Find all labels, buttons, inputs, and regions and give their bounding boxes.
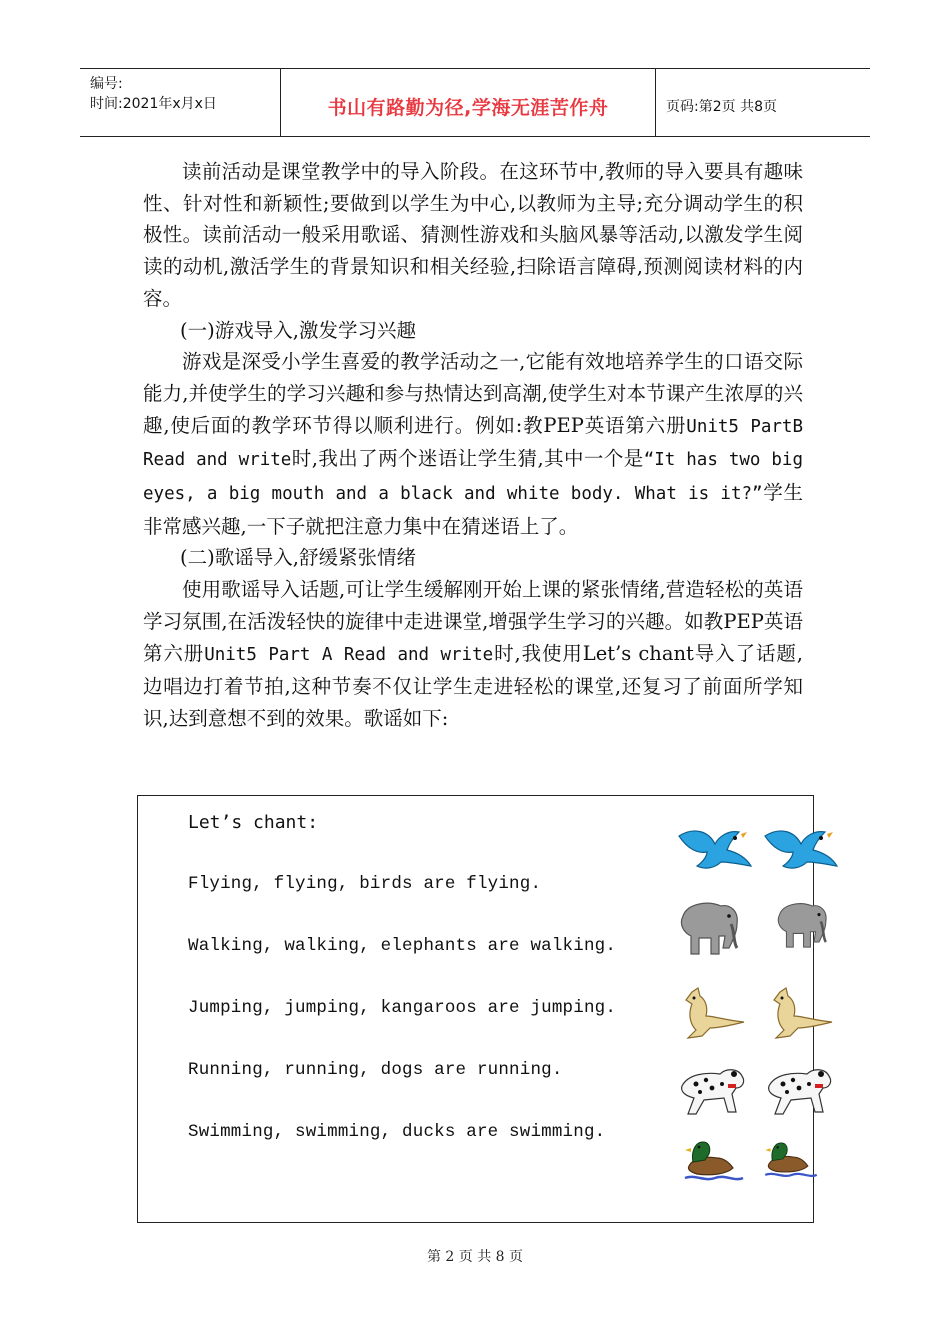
- elephant-icon: [673, 896, 743, 958]
- dalmatian-dog-icon: [676, 1060, 748, 1118]
- chant-line-dogs: Running, running, dogs are running.: [188, 1060, 563, 1080]
- chant-title: Let’s chant:: [188, 812, 319, 833]
- page-header: [80, 68, 870, 137]
- chant-text-part1: 使用歌谣导入话题,可让学生缓解刚开始上课的紧张情绪,营造轻松的英语学习氛围,在活泼轻快的旋律中走进课堂,增强学生学习的兴趣。如教PEP英语第六册: [143, 578, 803, 665]
- page-footer: 第 2 页 共 8 页: [426, 1249, 524, 1265]
- game-unit-ref: Unit5 PartB Read and write: [143, 416, 803, 471]
- duck-icon: [683, 1132, 745, 1186]
- duck-icon: [763, 1134, 819, 1182]
- chant-line-birds: Flying, flying, birds are flying.: [188, 874, 542, 894]
- kangaroo-icon: [678, 986, 746, 1046]
- document-body: [143, 156, 803, 735]
- document-time-label: 时间:2021年x月x日: [90, 96, 217, 112]
- bird-icon: [761, 822, 841, 874]
- game-text-part2: 时,我出了两个迷语让学生猜,其中一个是: [291, 447, 644, 471]
- chant-line-kangaroos: Jumping, jumping, kangaroos are jumping.: [188, 998, 617, 1018]
- chant-paragraph: [143, 574, 803, 735]
- document-number-label: 编号:: [90, 76, 123, 92]
- header-page-info: 页码:第2页 共8页: [666, 99, 777, 115]
- game-text-part3: 学生非常感兴趣,一下子就把注意力集中在猜迷语上了。: [143, 481, 803, 538]
- section-heading-game: (一)游戏导入,激发学习兴趣: [180, 318, 416, 342]
- chant-box: [137, 795, 814, 1223]
- game-text-part1: 游戏是深受小学生喜爱的教学活动之一,它能有效地培养学生的口语交际能力,并使学生的学习兴趣和参与热情达到高潮,使学生对本节课产生浓厚的兴趣,使后面的教学环节得以顺利进行。例如:教PEP英语第六册: [143, 350, 803, 437]
- bird-icon: [675, 822, 755, 874]
- header-motto: 书山有路勤为径,学海无涯苦作舟: [327, 97, 609, 119]
- chant-line-ducks: Swimming, swimming, ducks are swimming.: [188, 1122, 606, 1142]
- chant-line-elephants: Walking, walking, elephants are walking.: [188, 936, 617, 956]
- header-motto-cell: [281, 69, 656, 136]
- riddle-quote: “It has two big eyes, a big mouth and a black and white body. What is it?”: [143, 450, 803, 505]
- chant-text-part2: 时,我使用Let’s chant导入了话题,边唱边打着节拍,这种节奏不仅让学生走进轻松的课堂,还复习了前面所学知识,达到意想不到的效果。歌谣如下:: [143, 641, 803, 730]
- kangaroo-icon: [766, 986, 834, 1046]
- dalmatian-dog-icon: [763, 1060, 835, 1118]
- header-meta-cell: [80, 69, 281, 136]
- header-page-cell: [656, 69, 870, 136]
- game-paragraph: [143, 346, 803, 542]
- section-heading-chant: (二)歌谣导入,舒缓紧张情绪: [180, 546, 416, 570]
- elephant-icon: [771, 896, 831, 952]
- chant-unit-ref: Unit5 Part A Read and write: [204, 644, 494, 665]
- intro-paragraph: 读前活动是课堂教学中的导入阶段。在这环节中,教师的导入要具有趣味性、针对性和新颖性;要做到以学生为中心,以教师为主导;充分调动学生的积极性。读前活动一般采用歌谣、猜测性游戏和头脑风暴等活动,以激发学生阅读的动机,激活学生的背景知识和相关经验,扫除语言障碍,预测阅读材料的内容。: [143, 160, 803, 310]
